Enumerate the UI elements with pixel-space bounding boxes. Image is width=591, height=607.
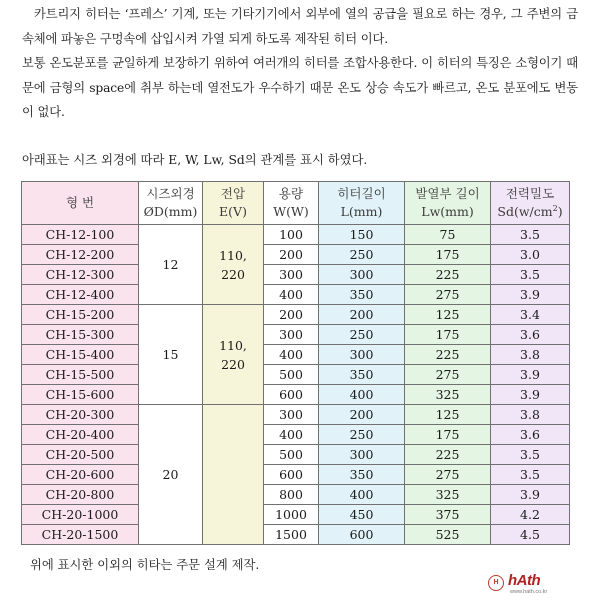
- table-row: [22, 385, 570, 405]
- cell-power-density: 3.8: [491, 345, 570, 365]
- cell-power: 400: [264, 425, 319, 445]
- cell-power-density: 3.6: [491, 425, 570, 445]
- cell-length: 350: [319, 465, 405, 485]
- cell-length: 250: [319, 425, 405, 445]
- cell-voltage: [203, 405, 264, 545]
- company-logo: [488, 572, 578, 598]
- cell-power-density: 4.2: [491, 505, 570, 525]
- cell-power-density: 3.9: [491, 285, 570, 305]
- cell-heated-length: 525: [405, 525, 491, 545]
- cell-power-density: 3.9: [491, 385, 570, 405]
- header-heated-length: 발열부 길이 Lw(mm): [405, 182, 491, 225]
- header-length: 히터길이 L(mm): [319, 182, 405, 225]
- cell-model: CH-12-300: [22, 265, 139, 285]
- table-row: [22, 405, 570, 425]
- cell-power-density: 3.5: [491, 445, 570, 465]
- cell-power-density: 3.9: [491, 365, 570, 385]
- cell-voltage: [203, 305, 264, 405]
- table-header-row: [22, 182, 570, 225]
- cell-model: CH-20-1500: [22, 525, 139, 545]
- cell-power-density: 4.5: [491, 525, 570, 545]
- cell-length: 200: [319, 405, 405, 425]
- cell-power: 300: [264, 325, 319, 345]
- cell-diameter: 12: [139, 225, 203, 305]
- cell-power: 800: [264, 485, 319, 505]
- table-row: [22, 245, 570, 265]
- table-row: [22, 325, 570, 345]
- cell-heated-length: 275: [405, 285, 491, 305]
- cell-heated-length: 325: [405, 385, 491, 405]
- intro-paragraph-2: 보통 온도분포를 균일하게 보장하기 위하여 여러개의 히터를 조합사용한다. 이 히터의 특징은 소형이기 때문에 금형의 space에 취부 하는데 열전도가 우수하기 때문 온도 상승 속도가 빠르고, 온도 분포에도 변동이 없다.: [22, 56, 578, 119]
- cell-power: 400: [264, 345, 319, 365]
- cell-heated-length: 275: [405, 465, 491, 485]
- logo-mark-icon: H: [488, 575, 504, 591]
- cell-length: 250: [319, 245, 405, 265]
- table-row: [22, 285, 570, 305]
- cell-model: CH-20-500: [22, 445, 139, 465]
- cell-length: 300: [319, 265, 405, 285]
- cell-heated-length: 125: [405, 405, 491, 425]
- header-power: 용량 W(W): [264, 182, 319, 225]
- cell-power-density: 3.8: [491, 405, 570, 425]
- cell-heated-length: 225: [405, 345, 491, 365]
- cell-model: CH-12-400: [22, 285, 139, 305]
- cell-heated-length: 75: [405, 225, 491, 245]
- voltage-line-1: 110,: [219, 337, 247, 353]
- footnote: 위에 표시한 이외의 히타는 주문 설계 제작.: [30, 558, 260, 572]
- intro-text: [22, 2, 578, 125]
- cell-heated-length: 325: [405, 485, 491, 505]
- cell-power: 1000: [264, 505, 319, 525]
- cell-power: 600: [264, 465, 319, 485]
- table-row: [22, 505, 570, 525]
- cell-diameter: 15: [139, 305, 203, 405]
- cell-power: 300: [264, 405, 319, 425]
- cell-model: CH-15-200: [22, 305, 139, 325]
- logo-url: www.hath.co.kr: [510, 589, 548, 595]
- header-diameter: 시즈외경 ØD(mm): [139, 182, 203, 225]
- table-row: [22, 365, 570, 385]
- cell-diameter: 20: [139, 405, 203, 545]
- cell-power: 600: [264, 385, 319, 405]
- cell-power-density: 3.9: [491, 485, 570, 505]
- cell-power-density: 3.5: [491, 225, 570, 245]
- table-row: [22, 525, 570, 545]
- cell-length: 450: [319, 505, 405, 525]
- voltage-line-1: 110,: [219, 247, 247, 263]
- cell-power-density: 3.0: [491, 245, 570, 265]
- cell-length: 300: [319, 345, 405, 365]
- cell-model: CH-12-200: [22, 245, 139, 265]
- cell-length: 250: [319, 325, 405, 345]
- cell-model: CH-15-400: [22, 345, 139, 365]
- cell-power-density: 3.6: [491, 325, 570, 345]
- cell-power: 100: [264, 225, 319, 245]
- logo-name: hAth: [508, 572, 541, 589]
- cell-power: 200: [264, 245, 319, 265]
- intro-paragraph-1: 카트리지 히터는 ‘프레스’ 기계, 또는 기타기기에서 외부에 열의 공급을 필요로 하는 경우, 그 주변의 금속체에 파놓은 구멍속에 삽입시켜 가열 되게 하도록 제작된 히터 이다.: [22, 7, 578, 46]
- cell-power-density: 3.5: [491, 265, 570, 285]
- cell-heated-length: 225: [405, 265, 491, 285]
- cell-power: 500: [264, 445, 319, 465]
- table-caption: 아래표는 시즈 외경에 따라 E, W, Lw, Sd의 관계를 표시 하였다.: [22, 153, 368, 167]
- cell-model: CH-20-600: [22, 465, 139, 485]
- cell-voltage: [203, 225, 264, 305]
- cell-length: 150: [319, 225, 405, 245]
- table-row: [22, 305, 570, 325]
- cell-heated-length: 175: [405, 245, 491, 265]
- table-row: [22, 465, 570, 485]
- voltage-line-2: 220: [221, 356, 245, 372]
- cell-model: CH-20-400: [22, 425, 139, 445]
- cell-model: CH-15-500: [22, 365, 139, 385]
- header-voltage: 전압 E(V): [203, 182, 264, 225]
- cell-heated-length: 225: [405, 445, 491, 465]
- cell-power-density: 3.4: [491, 305, 570, 325]
- header-power-density: 전력밀도 $Sd(w/cm^2)$: [491, 182, 570, 225]
- table-row: [22, 425, 570, 445]
- cell-heated-length: 375: [405, 505, 491, 525]
- table-row: [22, 445, 570, 465]
- cell-length: 300: [319, 445, 405, 465]
- cell-heated-length: 275: [405, 365, 491, 385]
- voltage-line-2: 220: [221, 266, 245, 282]
- cell-model: CH-12-100: [22, 225, 139, 245]
- cell-power: 500: [264, 365, 319, 385]
- cell-power: 400: [264, 285, 319, 305]
- cell-heated-length: 175: [405, 325, 491, 345]
- cell-heated-length: 125: [405, 305, 491, 325]
- cell-power: 200: [264, 305, 319, 325]
- cell-length: 600: [319, 525, 405, 545]
- table-row: [22, 265, 570, 285]
- cell-power: 300: [264, 265, 319, 285]
- table-row: [22, 225, 570, 245]
- cell-model: CH-20-1000: [22, 505, 139, 525]
- table-row: [22, 485, 570, 505]
- cell-length: 350: [319, 285, 405, 305]
- cell-model: CH-20-800: [22, 485, 139, 505]
- header-model: 형 번: [22, 182, 139, 225]
- cell-model: CH-20-300: [22, 405, 139, 425]
- table-row: [22, 345, 570, 365]
- cell-length: 350: [319, 365, 405, 385]
- cell-model: CH-15-300: [22, 325, 139, 345]
- cell-length: 400: [319, 385, 405, 405]
- cell-model: CH-15-600: [22, 385, 139, 405]
- heater-spec-table: [21, 181, 570, 545]
- cell-length: 200: [319, 305, 405, 325]
- table-body: [22, 225, 570, 545]
- cell-power: 1500: [264, 525, 319, 545]
- cell-heated-length: 175: [405, 425, 491, 445]
- cell-power-density: 3.5: [491, 465, 570, 485]
- cell-length: 400: [319, 485, 405, 505]
